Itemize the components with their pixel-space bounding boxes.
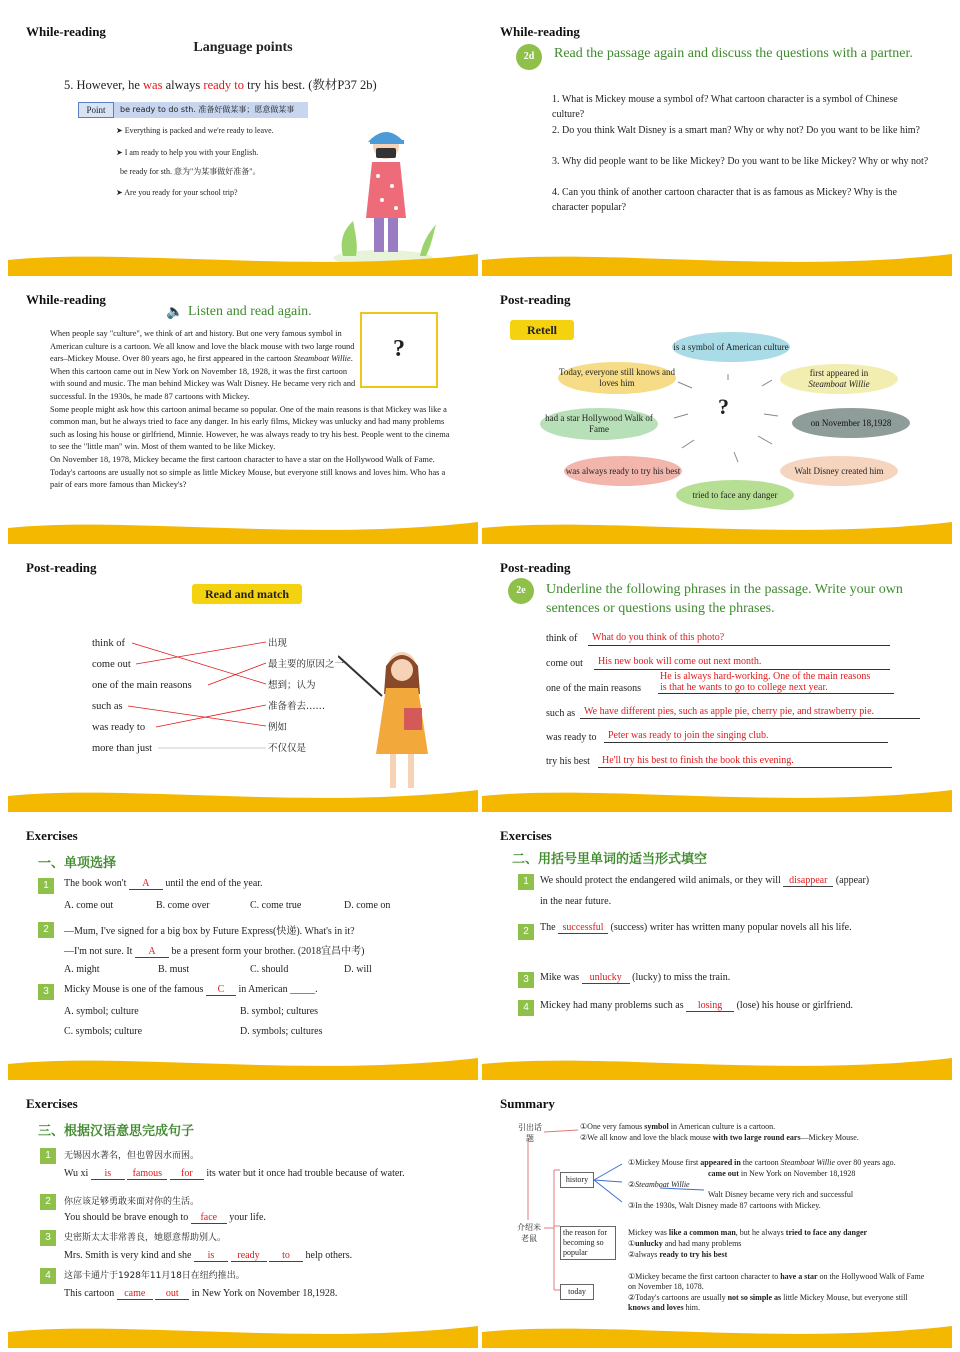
- phrase-row-3: [546, 683, 641, 694]
- summary-text: ①Mickey Mouse first: [628, 1158, 701, 1167]
- decorative-wave: [8, 246, 478, 276]
- answer: A: [129, 878, 163, 890]
- instruction: Read the passage again and discuss the questions with a partner.: [554, 46, 913, 61]
- summary-bold: unlucky: [635, 1239, 663, 1248]
- slide-title: While-reading: [26, 292, 106, 307]
- match-label: Read and match: [192, 584, 302, 604]
- phrase: come out: [546, 658, 583, 669]
- phrase-row-1: [546, 633, 577, 644]
- question-text: This cartoon: [64, 1288, 117, 1299]
- match-right-item: 准备着去……: [268, 701, 326, 712]
- question-4: 4. Can you think of another cartoon character that is as famous as Mickey? Why is the character popular?: [552, 187, 897, 213]
- option: B. come over: [156, 900, 210, 911]
- summary-text: on the Hollywood Walk of Fame on November 18, 1078.: [628, 1272, 925, 1291]
- question-text: your life.: [226, 1212, 266, 1223]
- phrase-row-6: [546, 756, 590, 767]
- question-number: 3: [40, 1230, 56, 1246]
- retell-label: Retell: [510, 320, 574, 340]
- slide-title: Post-reading: [26, 560, 97, 575]
- question-text: (success) writer has written many popular novels all his life.: [608, 922, 852, 933]
- summary-text: ②: [628, 1180, 636, 1189]
- history-box: history: [560, 1172, 594, 1188]
- decorative-wave: [482, 1050, 952, 1080]
- history-line-1b: [708, 1169, 855, 1178]
- answer: for: [170, 1168, 204, 1180]
- decorative-wave: [482, 1318, 952, 1348]
- summary-text: and had many problems: [662, 1239, 742, 1248]
- question-text: (lose) his house or girlfriend.: [734, 1000, 853, 1011]
- phrase-row-2: [546, 658, 583, 669]
- retell-bubble-loves: Today, everyone still knows and loves him: [558, 362, 676, 394]
- activity-tag: 2e: [508, 578, 534, 604]
- slide-6: [482, 544, 952, 812]
- match-left-item: come out: [92, 659, 131, 670]
- retell-bubble-creator: Walt Disney created him: [780, 456, 898, 486]
- answer-3: is that he wants to go to college next year.: [660, 682, 828, 693]
- option: D. symbols; cultures: [240, 1026, 323, 1037]
- passage-italic: Steamboat Willie: [293, 354, 351, 364]
- question-text: (appear): [833, 875, 870, 886]
- chinese-prompt: 无锡因水著名，但也曾因水而困。: [64, 1151, 200, 1161]
- match-left-item: one of the main reasons: [92, 680, 192, 691]
- reason-line-2: [628, 1239, 741, 1248]
- slide-9: [8, 1080, 478, 1348]
- answer-line: [594, 669, 890, 670]
- option: C. come true: [250, 900, 302, 911]
- slide-heading: Language points: [193, 40, 293, 55]
- option: A. come out: [64, 900, 114, 911]
- summary-text: , but he always: [735, 1228, 786, 1237]
- question-number: 4: [518, 1000, 534, 1016]
- summary-text: ②Today's cartoons are usually: [628, 1293, 728, 1302]
- option: D. will: [344, 964, 372, 975]
- history-line-3: ③In the 1930s, Walt Disney made 87 cartoons with Mickey.: [628, 1201, 821, 1210]
- summary-text: over 80 years ago.: [835, 1158, 896, 1167]
- slide-10: [482, 1080, 952, 1348]
- slide-title: Exercises: [500, 828, 552, 843]
- question-text: Micky Mouse is one of the famous: [64, 984, 206, 995]
- question-number: 2: [518, 924, 534, 940]
- summary-text: ①: [628, 1239, 636, 1248]
- question-2-line-2: [64, 942, 364, 958]
- decorative-wave: [8, 782, 478, 812]
- slide-2: [482, 8, 952, 276]
- retell-bubble-symbol: is a symbol of American culture: [672, 332, 790, 362]
- retell-bubble-danger: tried to face any danger: [676, 480, 794, 510]
- answer-line: [580, 718, 920, 719]
- summary-text: in American culture is a cartoon.: [668, 1122, 776, 1131]
- instruction: Underline the following phrases in the passage. Write your own sentences or questions using the phrases.: [546, 582, 903, 616]
- match-right-item: 最主要的原因之一: [268, 659, 345, 670]
- sentence-highlight: ready to: [203, 78, 245, 92]
- question-text: its water but it once had trouble because of water.: [203, 1168, 405, 1179]
- summary-bold: like a common man: [668, 1228, 736, 1237]
- answer-5: Peter was ready to join the singing club.: [608, 730, 769, 741]
- question-1: [540, 875, 869, 887]
- question-number: 3: [38, 984, 54, 1000]
- phrase: one of the main reasons: [546, 683, 641, 694]
- match-right-item: 想到；认为: [268, 680, 316, 691]
- summary-text: ②always: [628, 1250, 660, 1259]
- bubble-text: first appeared in: [809, 368, 869, 378]
- reason-line-1: [628, 1228, 867, 1237]
- answer: A: [135, 946, 169, 958]
- question-1: 1. What is Mickey mouse a symbol of? What cartoon character is a symbol of Chinese culture?: [552, 94, 898, 120]
- summary-bold: came out: [708, 1169, 739, 1178]
- retell-center: ?: [718, 394, 729, 419]
- answer-line: [658, 693, 894, 694]
- slide-title: Summary: [500, 1096, 555, 1111]
- question-2-line-1: —Mum, I've signed for a big box by Future Express(快递). What's in it?: [64, 926, 355, 937]
- question-text: The: [540, 922, 559, 933]
- summary-bold: symbol: [644, 1122, 669, 1131]
- retell-bubble-date: on November 18,1928: [792, 408, 910, 438]
- history-line-2: [628, 1180, 690, 1189]
- main-label: 介绍米老鼠: [517, 1223, 541, 1243]
- section-heading: 一、单项选择: [38, 856, 117, 871]
- question-2: 2. Do you think Walt Disney is a smart man? Why or why not? Do you want to be like him?: [552, 125, 920, 136]
- reason-box: the reason for becoming so popular: [560, 1226, 616, 1260]
- question-number: 3: [518, 972, 534, 988]
- question-text: in New York on November 18,1928.: [189, 1288, 338, 1299]
- answer-3-top: He is always hard-working. One of the main reasons: [660, 671, 871, 682]
- summary-bold: have a star: [780, 1272, 818, 1281]
- key-sentence: [64, 75, 377, 93]
- slide-title: Post-reading: [500, 560, 571, 575]
- teacher-illustration: [338, 644, 448, 794]
- option: A. might: [64, 964, 100, 975]
- question-text: Mike was: [540, 972, 582, 983]
- history-line-2b: Walt Disney became very rich and successful: [708, 1190, 854, 1199]
- summary-text: him.: [683, 1303, 701, 1312]
- sentence-part: try his best. (教材P37 2b): [244, 78, 377, 92]
- answer-line: [588, 645, 890, 646]
- answer: is: [91, 1168, 125, 1180]
- question-text: help others.: [303, 1250, 353, 1261]
- example-text: I am ready to help you with your English.: [124, 148, 259, 157]
- answer-6: He'll try his best to finish the book this evening.: [602, 755, 794, 766]
- question-1: [64, 1168, 405, 1180]
- match-right-item: 出现: [268, 638, 288, 649]
- summary-italic: Steamboat Willie: [635, 1180, 690, 1189]
- today-box: today: [560, 1284, 594, 1300]
- today-line-2: [628, 1293, 928, 1313]
- slide-title: While-reading: [26, 24, 106, 39]
- retell-bubble-star: had a star Hollywood Walk of Fame: [540, 408, 658, 440]
- example-1: ➤ Everything is packed and we're ready to leave.: [116, 126, 274, 135]
- slide-8: [482, 812, 952, 1080]
- answer: ready: [231, 1250, 267, 1262]
- question-3: [64, 1250, 352, 1262]
- chinese-prompt: 史密斯太太非常善良，她愿意帮助别人。: [64, 1233, 227, 1243]
- intro-line-1: [580, 1122, 775, 1131]
- question-4: [540, 1000, 853, 1012]
- summary-text: ①Mickey became the first cartoon character to: [628, 1272, 781, 1281]
- retell-bubble-first-appeared: [780, 364, 898, 394]
- passage-paragraph-3: On November 18, 1978, Mickey became the first cartoon character to have a star on the Hollywood Walk of Fame. Today's cartoons are usually not so simple as little Mickey Mouse, but everyone still knows and loves him. Who has a pair of ears more famous than Mickey's?: [50, 454, 446, 490]
- decorative-wave: [8, 514, 478, 544]
- sentence-part: 5. However, he: [64, 78, 143, 92]
- match-left-item: was ready to: [92, 722, 146, 733]
- question-text: in American _____.: [235, 984, 318, 995]
- summary-italic: Steamboat Willie: [780, 1158, 836, 1167]
- slide-title: Exercises: [26, 828, 78, 843]
- match-left-item: think of: [92, 638, 125, 649]
- match-right-item: 例如: [268, 722, 288, 733]
- summary-bold: ready to try his best: [659, 1250, 728, 1259]
- summary-bold: knows and loves: [628, 1303, 684, 1312]
- slide-7: [8, 812, 478, 1080]
- question-3: [64, 984, 318, 996]
- answer: to: [269, 1250, 303, 1262]
- question-text: (lucky) to miss the train.: [629, 972, 731, 983]
- passage: [50, 328, 450, 492]
- summary-text: in New York on November 18,1928: [738, 1169, 856, 1178]
- slide-5: [8, 544, 478, 812]
- reason-line-3: [628, 1250, 727, 1259]
- answer-1: What do you think of this photo?: [592, 632, 725, 643]
- answer-2: His new book will come out next month.: [598, 656, 762, 667]
- image-placeholder: ?: [360, 312, 438, 388]
- answer: face: [191, 1212, 227, 1224]
- answer-line: [598, 767, 892, 768]
- girl-camera-illustration: [328, 126, 438, 266]
- passage-paragraph-1: [50, 328, 360, 404]
- answer: came: [117, 1288, 153, 1300]
- section-heading: 三、根据汉语意思完成句子: [38, 1124, 195, 1139]
- section-heading: 二、用括号里单词的适当形式填空: [512, 852, 708, 867]
- answer: is: [194, 1250, 228, 1262]
- summary-text: the cartoon: [740, 1158, 781, 1167]
- passage-paragraph-2: Some people might ask how this cartoon animal became so popular. One of the main reasons is that Mickey was like a common man, but he always tried to face any danger. In his early films, Mickey was unlucky and had many problems such as losing his house or girlfriend, Minnie. However, he was always ready to try his best. People went to the cinema to see the "little man" win. Most of them wanted to be like Mickey.: [50, 404, 450, 452]
- phrase-row-5: [546, 732, 597, 743]
- answer: out: [155, 1288, 189, 1300]
- question-2: [64, 1212, 266, 1224]
- question-3: [540, 972, 730, 984]
- option: A. symbol; culture: [64, 1006, 139, 1017]
- question-number: 2: [38, 922, 54, 938]
- summary-bold: not so simple as: [727, 1293, 782, 1302]
- question-number: 1: [40, 1148, 56, 1164]
- option: B. must: [158, 964, 190, 975]
- answer: C: [206, 984, 236, 996]
- phrase: think of: [546, 633, 578, 644]
- phrase: try his best: [546, 756, 590, 767]
- question-1-line-2: in the near future.: [540, 896, 612, 907]
- option: C. should: [250, 964, 289, 975]
- slide-title: Exercises: [26, 1096, 78, 1111]
- question-text: The book won't: [64, 878, 129, 889]
- phrase: was ready to: [546, 732, 597, 743]
- activity-tag: 2d: [516, 44, 542, 70]
- retell-bubble-ready: was always ready to try his best: [564, 456, 682, 486]
- passage-text: When people say "culture", we think of art and history. But one very famous symbol in American culture is a cartoon. We all know and love the black mouse with two large round ears–Mickey Mouse. Over 80 years ago, he first appeared in the cartoon: [50, 329, 355, 364]
- question-number: 1: [518, 874, 534, 890]
- answer: disappear: [783, 875, 833, 887]
- summary-text: ②We all know and love the black mouse: [580, 1133, 713, 1142]
- summary-text: ①One very famous: [580, 1122, 645, 1131]
- question-text: until the end of the year.: [162, 878, 263, 889]
- question-text: We should protect the endangered wild animals, or they will: [540, 875, 784, 886]
- question-2: [540, 922, 852, 934]
- answer: successful: [558, 922, 608, 934]
- option: C. symbols; culture: [64, 1026, 143, 1037]
- option: B. symbol; cultures: [240, 1006, 319, 1017]
- example-text: Are you ready for your school trip?: [124, 188, 238, 197]
- match-left-item: such as: [92, 701, 123, 712]
- example-text: Everything is packed and we're ready to leave.: [124, 126, 274, 135]
- summary-text: little Mickey Mouse, but everyone still: [781, 1293, 908, 1302]
- intro-line-2: [580, 1133, 859, 1142]
- phrase-row-4: [546, 708, 575, 719]
- point-tag: Point: [78, 102, 114, 118]
- passage-text: . When this cartoon came out in New York on November 18, 1928, it was the first cartoon with sound and music. The man behind Mickey was Walt Disney. He became very rich and successful. In the 1930s, he made 87 cartoons with Mickey.: [50, 354, 356, 401]
- speaker-icon[interactable]: 🔈: [166, 305, 184, 320]
- slide-title: Post-reading: [500, 292, 571, 307]
- slide-3: [8, 276, 478, 544]
- decorative-wave: [482, 514, 952, 544]
- example-2: ➤ I am ready to help you with your English.: [116, 148, 259, 157]
- answer: unlucky: [582, 972, 630, 984]
- slide-4: [482, 276, 952, 544]
- question-text: Wu xi: [64, 1168, 91, 1179]
- summary-bold: tried to face any danger: [785, 1228, 868, 1237]
- question-text: Mickey had many problems such as: [540, 1000, 687, 1011]
- question-text: —I'm not sure. It: [64, 946, 135, 957]
- sentence-highlight: was: [143, 78, 163, 92]
- phrase: such as: [546, 708, 576, 719]
- decorative-wave: [8, 1050, 478, 1080]
- slide-heading: Listen and read again.: [188, 304, 312, 319]
- example-4: ➤ Are you ready for your school trip?: [116, 188, 238, 197]
- answer: losing: [686, 1000, 734, 1012]
- decorative-wave: [8, 1318, 478, 1348]
- slide-title: While-reading: [500, 24, 580, 39]
- question-4: [64, 1288, 337, 1300]
- question-text: be a present form your brother. (2018宜昌中考): [168, 946, 365, 957]
- point-box: [78, 102, 308, 118]
- answer-line: [604, 742, 888, 743]
- decorative-wave: [482, 782, 952, 812]
- intro-label: 引出话题: [518, 1123, 542, 1143]
- bubble-italic: Steamboat Willie: [808, 379, 870, 389]
- question-3: 3. Why did people want to be like Mickey? Do you want to be like Mickey? Why or why not?: [552, 156, 929, 167]
- question-1: [64, 878, 263, 890]
- example-3: be ready for sth. 意为"为某事做好准备"。: [120, 167, 261, 176]
- summary-bold: with two large round ears: [712, 1133, 801, 1142]
- match-right-item: 不仅仅是: [268, 743, 307, 754]
- question-number: 2: [40, 1194, 56, 1210]
- summary-text: —Mickey Mouse.: [800, 1133, 859, 1142]
- point-text: be ready to do sth. 准备好做某事；愿意做某事: [120, 105, 295, 114]
- question-text: Mrs. Smith is very kind and she: [64, 1250, 194, 1261]
- match-left-item: more than just: [92, 743, 153, 754]
- question-number: 4: [40, 1268, 56, 1284]
- question-number: 1: [38, 878, 54, 894]
- summary-text: Mickey was: [628, 1228, 669, 1237]
- chinese-prompt: 这部卡通片于1928年11月18日在纽约推出。: [64, 1271, 245, 1281]
- answer-4: We have different pies, such as apple pie, cherry pie, and strawberry pie.: [584, 706, 875, 717]
- option: D. come on: [344, 900, 391, 911]
- summary-bold: appeared in: [700, 1158, 741, 1167]
- question-text: You should be brave enough to: [64, 1212, 191, 1223]
- history-line-1: [628, 1158, 896, 1167]
- chinese-prompt: 你应该足够勇敢来面对你的生活。: [64, 1197, 200, 1207]
- sentence-part: always: [162, 78, 204, 92]
- decorative-wave: [482, 246, 952, 276]
- answer: famous: [127, 1168, 167, 1180]
- slide-1: [8, 8, 478, 276]
- today-line-1: [628, 1272, 928, 1292]
